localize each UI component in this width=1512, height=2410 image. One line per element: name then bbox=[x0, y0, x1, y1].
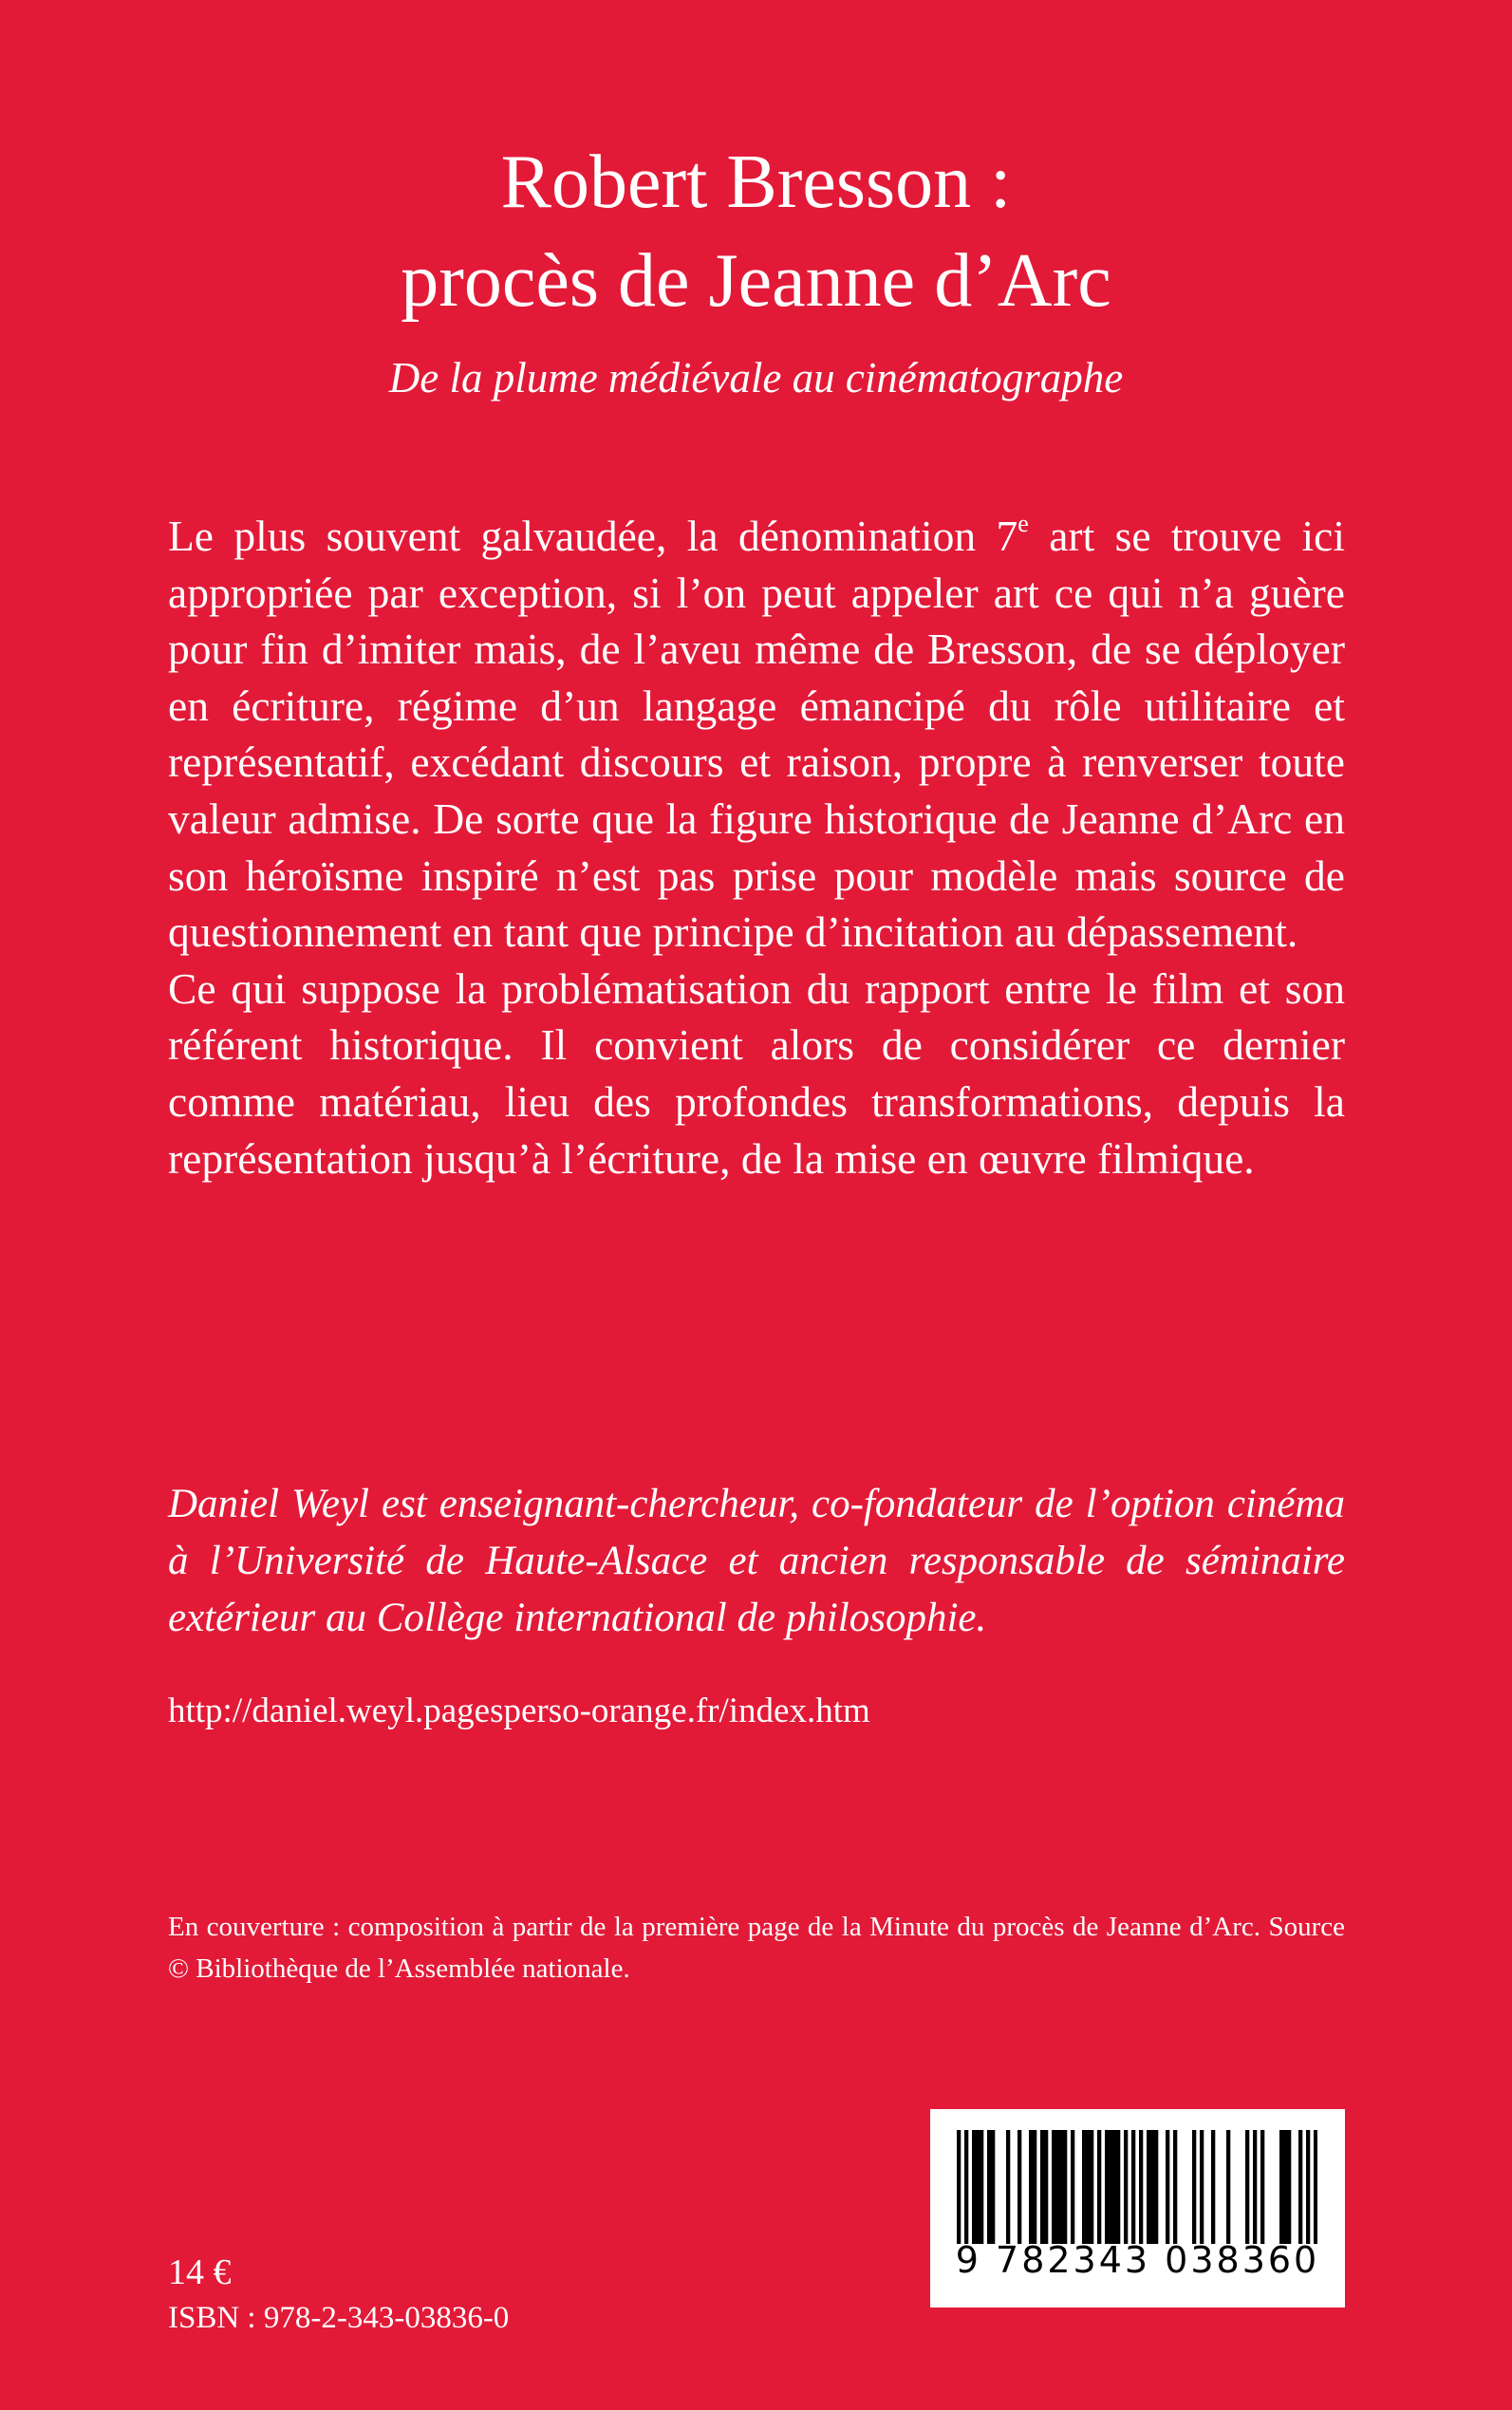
barcode-bar bbox=[957, 2130, 961, 2244]
barcode-bar bbox=[1086, 2130, 1090, 2244]
barcode-bar bbox=[991, 2130, 995, 2244]
cover-credit: En couverture : composition à partir de la première page de la Minute du procès de Jeanne d’Arc. Source © Bibliothèque de l’Assemblée nationale. bbox=[168, 1912, 1345, 1984]
superscript-e: e bbox=[1017, 510, 1029, 537]
blurb-paragraph-1 bbox=[168, 508, 1345, 961]
blurb-p1-before: Le plus souvent galvaudée, la dénomination 7 bbox=[168, 512, 1018, 560]
barcode-bar bbox=[1154, 2130, 1158, 2244]
barcode-bar bbox=[1017, 2130, 1021, 2244]
barcode-bar bbox=[1245, 2130, 1249, 2244]
barcode-bar bbox=[1166, 2130, 1169, 2244]
barcode-bar bbox=[1211, 2130, 1215, 2244]
barcode-bar bbox=[1124, 2130, 1128, 2244]
barcode-bar bbox=[1279, 2130, 1283, 2244]
blurb-paragraph-2: Ce qui suppose la problématisation du rapport entre le film et son référent historique. Il convient alors de considérer ce dernier comme matériau, lieu des profondes transformations, depuis la représentation jusqu’à l’écriture, de la mise en œuvre filmique. bbox=[168, 963, 1345, 1183]
barcode-bar bbox=[1052, 2130, 1055, 2244]
blurb-p1-after: art se trouve ici appropriée par exception, si l’on peut appeler art ce qui n’a guère pour fin d’imiter mais, de l’aveu même de Bresson, de se déployer en écriture, régime d’un langage émancipé du rôle utilitaire et représentatif, excédant discours et raison, propre à renverser toute valeur admise. De sorte que la figure historique de Jeanne d’Arc en son héroïsme inspiré n’est pas prise pour modèle mais source de questionnement en tant que principe d’incitation au dépassement. bbox=[168, 512, 1345, 957]
barcode-bar bbox=[1192, 2130, 1196, 2244]
barcode-bar bbox=[1147, 2130, 1150, 2244]
barcode bbox=[930, 2109, 1345, 2307]
barcode-bar bbox=[1139, 2130, 1143, 2244]
barcode-bar bbox=[980, 2130, 983, 2244]
book-title bbox=[0, 133, 1512, 330]
title-line-2: procès de Jeanne d’Arc bbox=[401, 239, 1111, 323]
barcode-bar bbox=[972, 2130, 976, 2244]
isbn: ISBN : 978-2-343-03836-0 bbox=[168, 2301, 510, 2335]
barcode-bar bbox=[1200, 2130, 1204, 2244]
barcode-bar bbox=[1082, 2130, 1086, 2244]
barcode-bar bbox=[1116, 2130, 1120, 2244]
barcode-bar bbox=[1131, 2130, 1135, 2244]
barcode-bar bbox=[1260, 2130, 1264, 2244]
title-line-1: Robert Bresson : bbox=[500, 140, 1012, 224]
barcode-bar bbox=[1033, 2130, 1036, 2244]
barcode-bar bbox=[1071, 2130, 1074, 2244]
barcode-bar bbox=[1090, 2130, 1093, 2244]
barcode-bar bbox=[1283, 2130, 1287, 2244]
barcode-bar bbox=[1097, 2130, 1101, 2244]
barcode-bar bbox=[1112, 2130, 1116, 2244]
barcode-bar bbox=[1109, 2130, 1112, 2244]
author-bio: Daniel Weyl est enseignant-chercheur, co-fondateur de l’option cinéma à l’Université de Haute-Alsace et ancien responsable de séminaire extérieur au Collège international de philosophie. bbox=[168, 1482, 1345, 1640]
barcode-bar bbox=[1306, 2130, 1310, 2244]
ean13-barcode-icon bbox=[957, 2130, 1317, 2244]
barcode-bar bbox=[987, 2130, 991, 2244]
barcode-bar bbox=[1055, 2130, 1059, 2244]
barcode-bar bbox=[1298, 2130, 1302, 2244]
barcode-bar bbox=[1314, 2130, 1317, 2244]
barcode-digits: 9 782343 038360 bbox=[955, 2239, 1320, 2281]
barcode-bar bbox=[1029, 2130, 1033, 2244]
barcode-bar bbox=[964, 2130, 968, 2244]
barcode-bar bbox=[1040, 2130, 1044, 2244]
barcode-bar bbox=[1173, 2130, 1177, 2244]
author-url[interactable]: http://daniel.weyl.pagesperso-orange.fr/index.htm bbox=[168, 1691, 870, 1730]
barcode-bar bbox=[1063, 2130, 1067, 2244]
book-subtitle: De la plume médiévale au cinématographe bbox=[388, 354, 1124, 402]
barcode-bar bbox=[1253, 2130, 1257, 2244]
blurb bbox=[168, 508, 1345, 1186]
barcode-bar bbox=[1150, 2130, 1154, 2244]
barcode-bar bbox=[1105, 2130, 1109, 2244]
barcode-bar bbox=[1226, 2130, 1230, 2244]
barcode-bar bbox=[1059, 2130, 1063, 2244]
barcode-bar bbox=[976, 2130, 980, 2244]
barcode-bar bbox=[1006, 2130, 1010, 2244]
price: 14 € bbox=[168, 2252, 232, 2292]
barcode-bar bbox=[1287, 2130, 1291, 2244]
barcode-bar bbox=[1044, 2130, 1048, 2244]
